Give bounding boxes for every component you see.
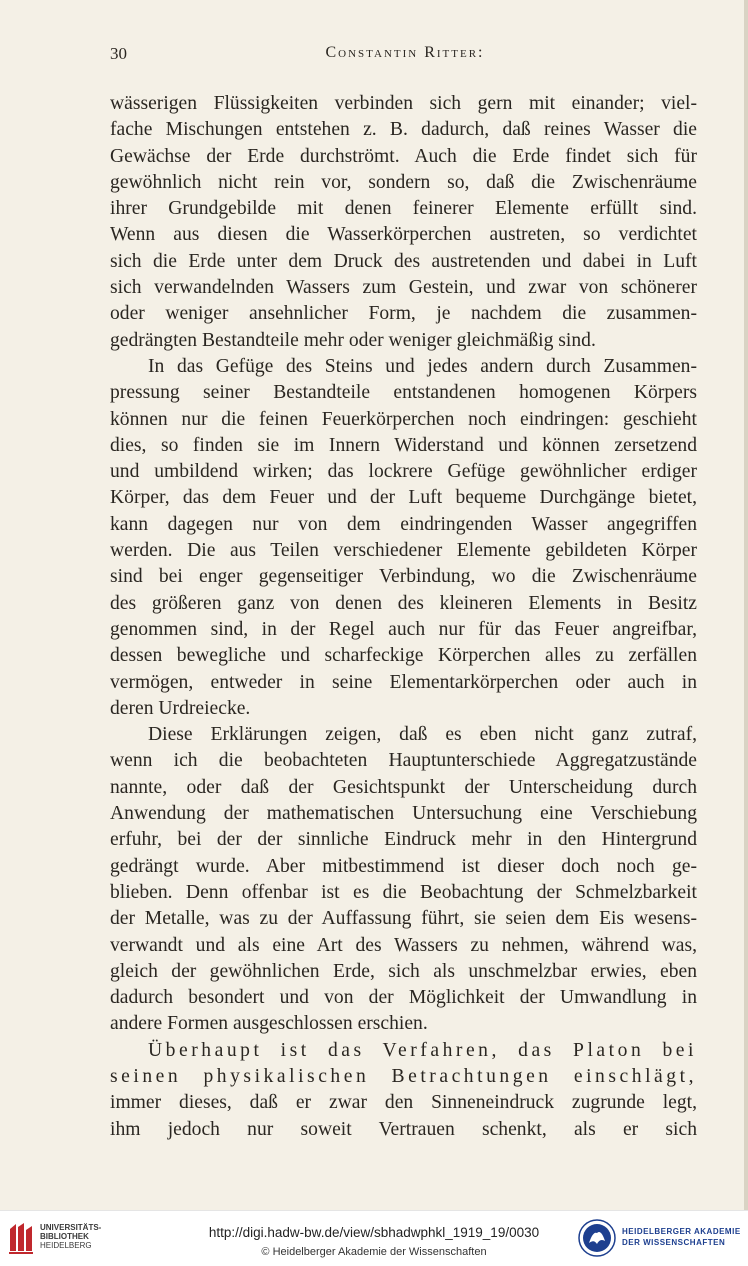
page-edge xyxy=(744,0,748,1210)
text-line: der Metalle, was zu der Auffassung führt, sie seien dem Eis wesens- xyxy=(110,908,697,930)
body-text xyxy=(110,91,697,1143)
text-line: Diese Erklärungen zeigen, daß es eben nicht ganz zutraf, xyxy=(148,724,697,746)
text-line: blieben. Denn offenbar ist es die Beobachtung der Schmelzbarkeit xyxy=(110,881,697,903)
text-line: andere Formen ausgeschlossen erschien. xyxy=(110,1013,428,1035)
library-name-line-1: UNIVERSITÄTS- xyxy=(40,1223,102,1232)
text-line: dies, so finden sie im Innern Widerstand und können zersetzend xyxy=(110,434,697,456)
text-line: deren Urdreiecke. xyxy=(110,697,251,719)
text-line: Anwendung der mathematischen Untersuchung eine Verschiebung xyxy=(110,803,697,825)
text-line: Überhaupt ist das Verfahren, das Platon bei xyxy=(148,1039,697,1061)
academy-name-line-1: HEIDELBERGER AKADEMIE xyxy=(622,1227,741,1236)
text-line: können nur die feinen Feuerkörperchen noch eindringen: geschieht xyxy=(110,408,697,430)
page-number: 30 xyxy=(110,44,127,63)
text-line: genommen sind, in der Regel auch nur für das Feuer angreifbar, xyxy=(110,618,697,640)
text-line: gewöhnlich nicht rein vor, sondern so, daß die Zwischenräume xyxy=(110,171,697,193)
text-line: oder weniger ansehnlicher Form, je nachdem die zusammen- xyxy=(110,303,697,325)
text-line: gleich der gewöhnlichen Erde, sich als unschmelzbar erwies, eben xyxy=(110,960,697,982)
page-header xyxy=(110,44,700,68)
viewer-footer xyxy=(0,1210,748,1266)
text-line: sich die Erde unter dem Druck des austretenden und dabei in Luft xyxy=(110,250,697,272)
text-line: des größeren ganz von denen des kleineren Elements in Besitz xyxy=(110,592,697,614)
academy-seal-icon xyxy=(578,1219,616,1257)
copyright-notice: © Heidelberger Akademie der Wissenschaften xyxy=(261,1246,487,1258)
text-line: In das Gefüge des Steins und jedes andern durch Zusammen- xyxy=(148,355,697,377)
text-line: gedrängt wurde. Aber mitbestimmend ist dieser doch noch ge- xyxy=(110,855,697,877)
text-line: vermögen, entweder in seine Elementarkörperchen oder auch in xyxy=(110,671,697,693)
text-line: fache Mischungen entstehen z. B. dadurch, daß reines Wasser die xyxy=(110,119,697,141)
text-line: erfuhr, bei der der sinnliche Eindruck mehr in den Hintergrund xyxy=(110,829,697,851)
text-line: gedrängten Bestandteile mehr oder weniger gleichmäßig sind. xyxy=(110,329,596,351)
running-head: Constantin Ritter: xyxy=(325,44,485,61)
text-line: Wenn aus diesen die Wasserkörperchen austreten, so verdichtet xyxy=(110,224,697,246)
text-line: und umbildend wirken; das lockrere Gefüge gewöhnlicher erdiger xyxy=(110,461,697,483)
text-line: Gewächse der Erde durchströmt. Auch die Erde findet sich für xyxy=(110,145,697,167)
text-line: wässerigen Flüssigkeiten verbinden sich gern mit einander; viel- xyxy=(110,93,697,114)
academy-name-line-2: DER WISSENSCHAFTEN xyxy=(622,1238,726,1247)
text-line: dadurch besondert und von der Möglichkeit der Umwandlung in xyxy=(110,987,697,1009)
text-line: immer dieses, daß er zwar den Sinneneindruck zugrunde legt, xyxy=(110,1092,697,1114)
permalink-url[interactable]: http://digi.hadw-bw.de/view/sbhadwphkl_1919_19/0030 xyxy=(208,1225,540,1240)
text-line: werden. Die aus Teilen verschiedener Elemente gebildeten Körper xyxy=(110,540,697,562)
text-line: seinen physikalischen Betrachtungen einschlägt, xyxy=(110,1065,697,1087)
text-line: ihm jedoch nur soweit Vertrauen schenkt, als er sich xyxy=(110,1118,697,1140)
text-line: kann dagegen nur von dem eindringenden Wasser angegriffen xyxy=(110,513,697,535)
text-line: wenn ich die beobachteten Hauptunterschiede Aggregatzustände xyxy=(110,750,697,772)
library-city: HEIDELBERG xyxy=(40,1241,92,1250)
text-line: sind bei enger gegenseitiger Verbindung, wo die Zwischenräume xyxy=(110,566,697,588)
library-name-line-2: BIBLIOTHEK xyxy=(40,1232,89,1241)
text-line: pressung seiner Bestandteile entstandenen homogenen Körpers xyxy=(110,382,697,404)
text-line: Körper, das dem Feuer und der Luft bequeme Durchgänge bietet, xyxy=(110,487,697,509)
text-line: sich verwandelnden Wassers zum Gestein, und zwar von schönerer xyxy=(110,277,697,299)
text-line: nannte, oder daß der Gesichtspunkt der Unterscheidung durch xyxy=(110,776,697,798)
text-line: verwandt und als eine Art des Wassers zu nehmen, während was, xyxy=(110,934,697,956)
academy-name xyxy=(622,1226,741,1248)
text-line: dessen bewegliche und scharfeckige Körperchen alles zu zerfällen xyxy=(110,645,697,667)
text-line: ihrer Grundgebilde mit denen feinerer Elemente erfüllt sind. xyxy=(110,198,697,220)
